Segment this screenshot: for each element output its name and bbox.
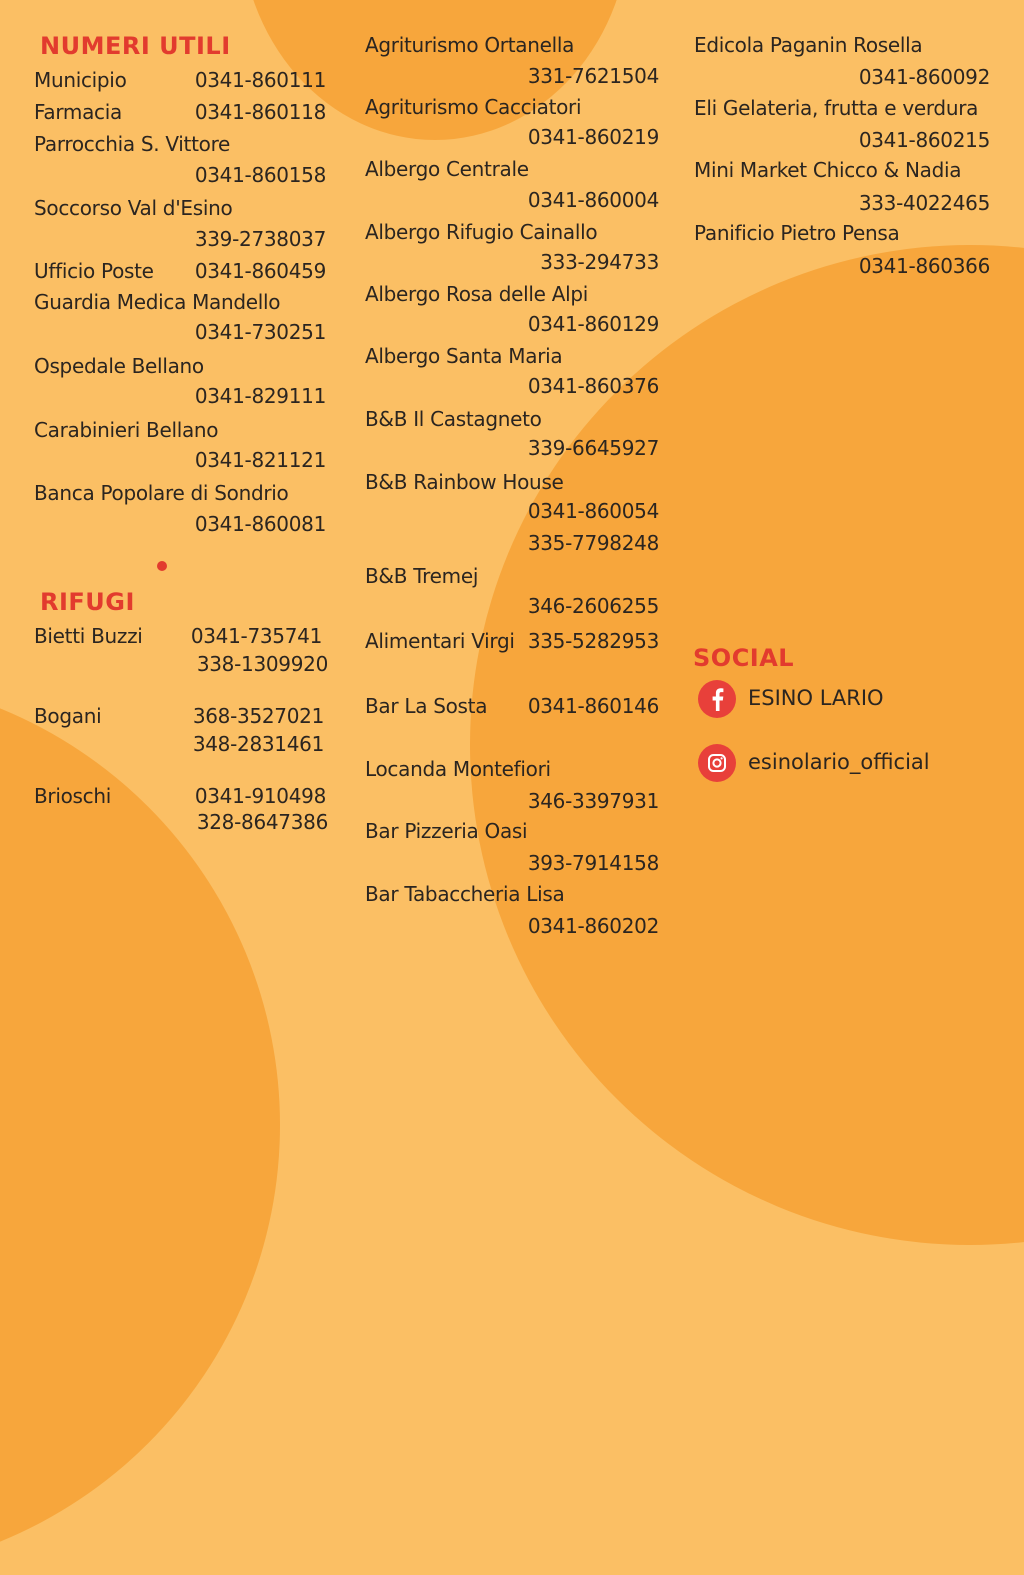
contact-name: Soccorso Val d'Esino: [34, 196, 233, 220]
contact-phone[interactable]: 339-2738037: [194, 227, 326, 251]
rifugio-phone[interactable]: 0341-735741: [190, 624, 322, 648]
business-phone[interactable]: 0341-860054: [527, 499, 659, 523]
business-name: Mini Market Chicco & Nadia: [694, 158, 962, 182]
contact-phone[interactable]: 0341-860158: [194, 163, 326, 187]
business-phone[interactable]: 0341-860129: [527, 312, 659, 336]
business-phone[interactable]: 0341-860219: [527, 125, 659, 149]
business-name: Albergo Rifugio Cainallo: [365, 220, 598, 244]
business-phone[interactable]: 0341-860092: [858, 65, 990, 89]
business-name: Bar Pizzeria Oasi: [365, 819, 528, 843]
business-phone[interactable]: 346-2606255: [527, 594, 659, 618]
rifugio-phone[interactable]: 328-8647386: [196, 810, 328, 834]
contact-name: Guardia Medica Mandello: [34, 290, 281, 314]
contact-name: Ufficio Poste: [34, 259, 154, 283]
business-phone[interactable]: 331-7621504: [527, 64, 659, 88]
rifugio-phone[interactable]: 348-2831461: [192, 732, 324, 756]
rifugio-phone[interactable]: 368-3527021: [192, 704, 324, 728]
business-phone[interactable]: 0341-860376: [527, 374, 659, 398]
business-name: Albergo Rosa delle Alpi: [365, 282, 589, 306]
business-name: Agriturismo Ortanella: [365, 33, 575, 57]
rifugio-name: Bogani: [34, 704, 102, 728]
business-name: Locanda Montefiori: [365, 757, 551, 781]
business-name: Albergo Centrale: [365, 157, 529, 181]
rifugio-name: Bietti Buzzi: [34, 624, 143, 648]
business-name: Agriturismo Cacciatori: [365, 95, 582, 119]
rifugi-heading: RIFUGI: [40, 588, 135, 616]
business-name: Eli Gelateria, frutta e verdura: [694, 96, 979, 120]
business-phone[interactable]: 393-7914158: [527, 851, 659, 875]
contact-phone[interactable]: 0341-860111: [194, 68, 326, 92]
contact-phone[interactable]: 0341-821121: [194, 448, 326, 472]
business-phone[interactable]: 0341-860366: [858, 254, 990, 278]
contact-phone[interactable]: 0341-730251: [194, 320, 326, 344]
contact-phone[interactable]: 0341-829111: [194, 384, 326, 408]
contact-name: Parrocchia S. Vittore: [34, 132, 231, 156]
facebook-icon[interactable]: [698, 680, 736, 718]
business-name: Edicola Paganin Rosella: [694, 33, 923, 57]
contact-name: Carabinieri Bellano: [34, 418, 219, 442]
business-phone[interactable]: 0341-860202: [527, 914, 659, 938]
rifugio-name: Brioschi: [34, 784, 111, 808]
contact-phone[interactable]: 0341-860459: [194, 259, 326, 283]
business-name: B&B Rainbow House: [365, 470, 564, 494]
contact-phone[interactable]: 0341-860081: [194, 512, 326, 536]
business-phone[interactable]: 0341-860004: [527, 188, 659, 212]
business-phone[interactable]: 0341-860146: [527, 694, 659, 718]
rifugio-phone[interactable]: 338-1309920: [196, 652, 328, 676]
business-name: Panificio Pietro Pensa: [694, 221, 900, 245]
business-phone[interactable]: 333-4022465: [858, 191, 990, 215]
instagram-icon[interactable]: [698, 744, 736, 782]
instagram-label[interactable]: esinolario_official: [748, 750, 930, 774]
rifugio-phone[interactable]: 0341-910498: [194, 784, 326, 808]
business-phone[interactable]: 0341-860215: [858, 128, 990, 152]
business-name: Albergo Santa Maria: [365, 344, 563, 368]
contact-name: Municipio: [34, 68, 127, 92]
business-name: Bar La Sosta: [365, 694, 488, 718]
social-heading: SOCIAL: [693, 644, 795, 672]
business-name: Bar Tabaccheria Lisa: [365, 882, 565, 906]
business-phone[interactable]: 346-3397931: [527, 789, 659, 813]
business-phone[interactable]: 335-5282953: [527, 629, 659, 653]
business-phone[interactable]: 333-294733: [540, 250, 659, 274]
business-name: B&B Il Castagneto: [365, 407, 542, 431]
decorative-dot: [157, 561, 167, 571]
numeri-utili-heading: NUMERI UTILI: [40, 32, 231, 60]
contact-name: Banca Popolare di Sondrio: [34, 481, 289, 505]
business-name: Alimentari Virgi: [365, 629, 515, 653]
business-phone[interactable]: 335-7798248: [527, 531, 659, 555]
facebook-label[interactable]: ESINO LARIO: [748, 686, 884, 710]
contact-name: Ospedale Bellano: [34, 354, 204, 378]
contact-name: Farmacia: [34, 100, 122, 124]
business-phone[interactable]: 339-6645927: [527, 436, 659, 460]
contact-phone[interactable]: 0341-860118: [194, 100, 326, 124]
business-name: B&B Tremej: [365, 564, 479, 588]
